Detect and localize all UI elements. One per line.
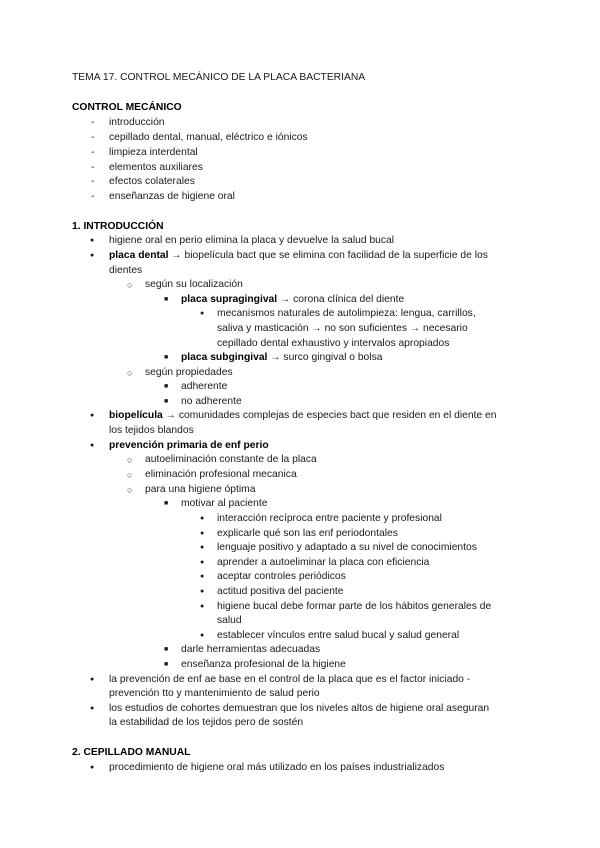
motivar-item: interacción recíproca entre paciente y profesional (217, 513, 442, 524)
circle-marker (127, 468, 132, 483)
control-item: enseñanzas de higiene oral (109, 191, 235, 202)
eliminacion-profesional: eliminación profesional mecanica (145, 469, 297, 480)
higiene-optima: para una higiene óptima (145, 484, 256, 495)
square-marker (164, 643, 168, 658)
circle-marker (127, 366, 132, 381)
bullet-marker (200, 541, 204, 556)
control-item: limpieza interdental (109, 147, 198, 158)
square-marker (164, 658, 168, 673)
circle-marker (127, 483, 132, 498)
intro-line: higiene oral en perio elimina la placa y devuelve la salud bucal (109, 235, 395, 246)
bullet-marker (90, 234, 94, 249)
bullet-marker (90, 409, 94, 424)
placa-dental-line (109, 249, 488, 263)
control-heading: CONTROL MECÁNICO (72, 102, 182, 113)
mecanismos-line: mecanismos naturales de autolimpieza: lengua, carrillos, (217, 308, 476, 319)
bullet-marker (200, 585, 204, 600)
bullet-marker (200, 527, 204, 542)
document-title: TEMA 17. CONTROL MECÁNICO DE LA PLACA BACTERIANA (72, 72, 366, 83)
motivar-item: actitud positiva del paciente (217, 586, 344, 597)
prevencion-base-line: la prevención de enf ae base en el control de la placa que es el factor iniciado - (109, 674, 471, 685)
dash-marker: - (91, 162, 95, 173)
adherente: adherente (181, 381, 228, 392)
motivar-item: aprender a autoeliminar la placa con eficiencia (217, 557, 430, 568)
mecanismos-line: saliva y masticación → no son suficientes → necesario (217, 323, 468, 334)
motivar-item: higiene bucal debe formar parte de los hábitos generales de (217, 601, 492, 612)
subgingival-line (181, 351, 382, 365)
no-adherente: no adherente (181, 396, 242, 407)
square-marker (164, 293, 168, 308)
bullet-marker (90, 761, 94, 776)
bullet-marker (90, 249, 94, 264)
mecanismos-line: cepillado dental exhaustivo y intervalos apropiados (217, 338, 450, 349)
motivar-item: establecer vínculos entre salud bucal y salud general (217, 630, 460, 641)
motivar-paciente: motivar al paciente (181, 498, 268, 509)
supragingival-line (181, 293, 404, 307)
prevencion-base-line: prevención tto y mantenimiento de salud perio (109, 688, 320, 699)
bullet-marker (90, 673, 94, 688)
motivar-item: aceptar controles periódicos (217, 571, 346, 582)
estudios-line: los estudios de cohortes demuestran que los niveles altos de higiene oral aseguran (109, 703, 490, 714)
biopelicula-term: biopelícula (109, 410, 163, 421)
dash-marker: - (91, 147, 95, 158)
biopelicula-text: → comunidades complejas de especies bact que residen en el diente en (162, 410, 497, 421)
bullet-marker (200, 556, 204, 571)
supragingival-text: → corona clínica del diente (277, 294, 405, 305)
control-item: elementos auxiliares (109, 162, 203, 173)
dash-marker: - (91, 117, 95, 128)
segun-localizacion: según su localización (145, 279, 243, 290)
bullet-marker (200, 307, 204, 322)
square-marker (164, 380, 168, 395)
subgingival-text: → surco gingival o bolsa (267, 352, 383, 363)
bullet-marker (200, 512, 204, 527)
cepillado-line: procedimiento de higiene oral más utilizado en los países industrializados (109, 762, 445, 773)
motivar-item-cont: salud (217, 615, 242, 626)
control-item: efectos colaterales (109, 176, 195, 187)
motivar-item: explicarle qué son las enf periodontales (217, 528, 398, 539)
square-marker (164, 395, 168, 410)
biopelicula-line (109, 409, 497, 423)
placa-dental-term: placa dental (109, 250, 169, 261)
cepillado-heading: 2. CEPILLADO MANUAL (72, 747, 191, 758)
circle-marker (127, 453, 132, 468)
bullet-marker (90, 439, 94, 454)
square-marker (164, 497, 168, 512)
ensenanza-profesional: enseñanza profesional de la higiene (181, 659, 346, 670)
prevencion-primaria: prevención primaria de enf perio (109, 440, 269, 451)
bullet-marker (200, 600, 204, 615)
placa-dental-text: → biopelícula bact que se elimina con facilidad de la superficie de los (168, 250, 488, 261)
control-item: introducción (109, 117, 165, 128)
estudios-line: la estabilidad de los tejidos pero de sostén (109, 717, 304, 728)
motivar-item: lenguaje positivo y adaptado a su nivel de conocimientos (217, 542, 477, 553)
control-item: cepillado dental, manual, eléctrico e iónicos (109, 132, 308, 143)
placa-dental-cont: dientes (109, 265, 143, 276)
supragingival-term: placa supragingival (181, 294, 278, 305)
subgingival-term: placa subgingival (181, 352, 268, 363)
dash-marker: - (91, 191, 95, 202)
herramientas: darle herramientas adecuadas (181, 644, 321, 655)
biopelicula-cont: los tejidos blandos (109, 425, 194, 436)
bullet-marker (200, 629, 204, 644)
autoeliminacion: autoeliminación constante de la placa (145, 454, 317, 465)
bullet-marker (200, 570, 204, 585)
square-marker (164, 351, 168, 366)
circle-marker (127, 278, 132, 293)
dash-marker: - (91, 176, 95, 187)
intro-heading: 1. INTRODUCCIÓN (72, 221, 164, 232)
dash-marker: - (91, 132, 95, 143)
segun-propiedades: según propiedades (145, 367, 233, 378)
bullet-marker (90, 702, 94, 717)
